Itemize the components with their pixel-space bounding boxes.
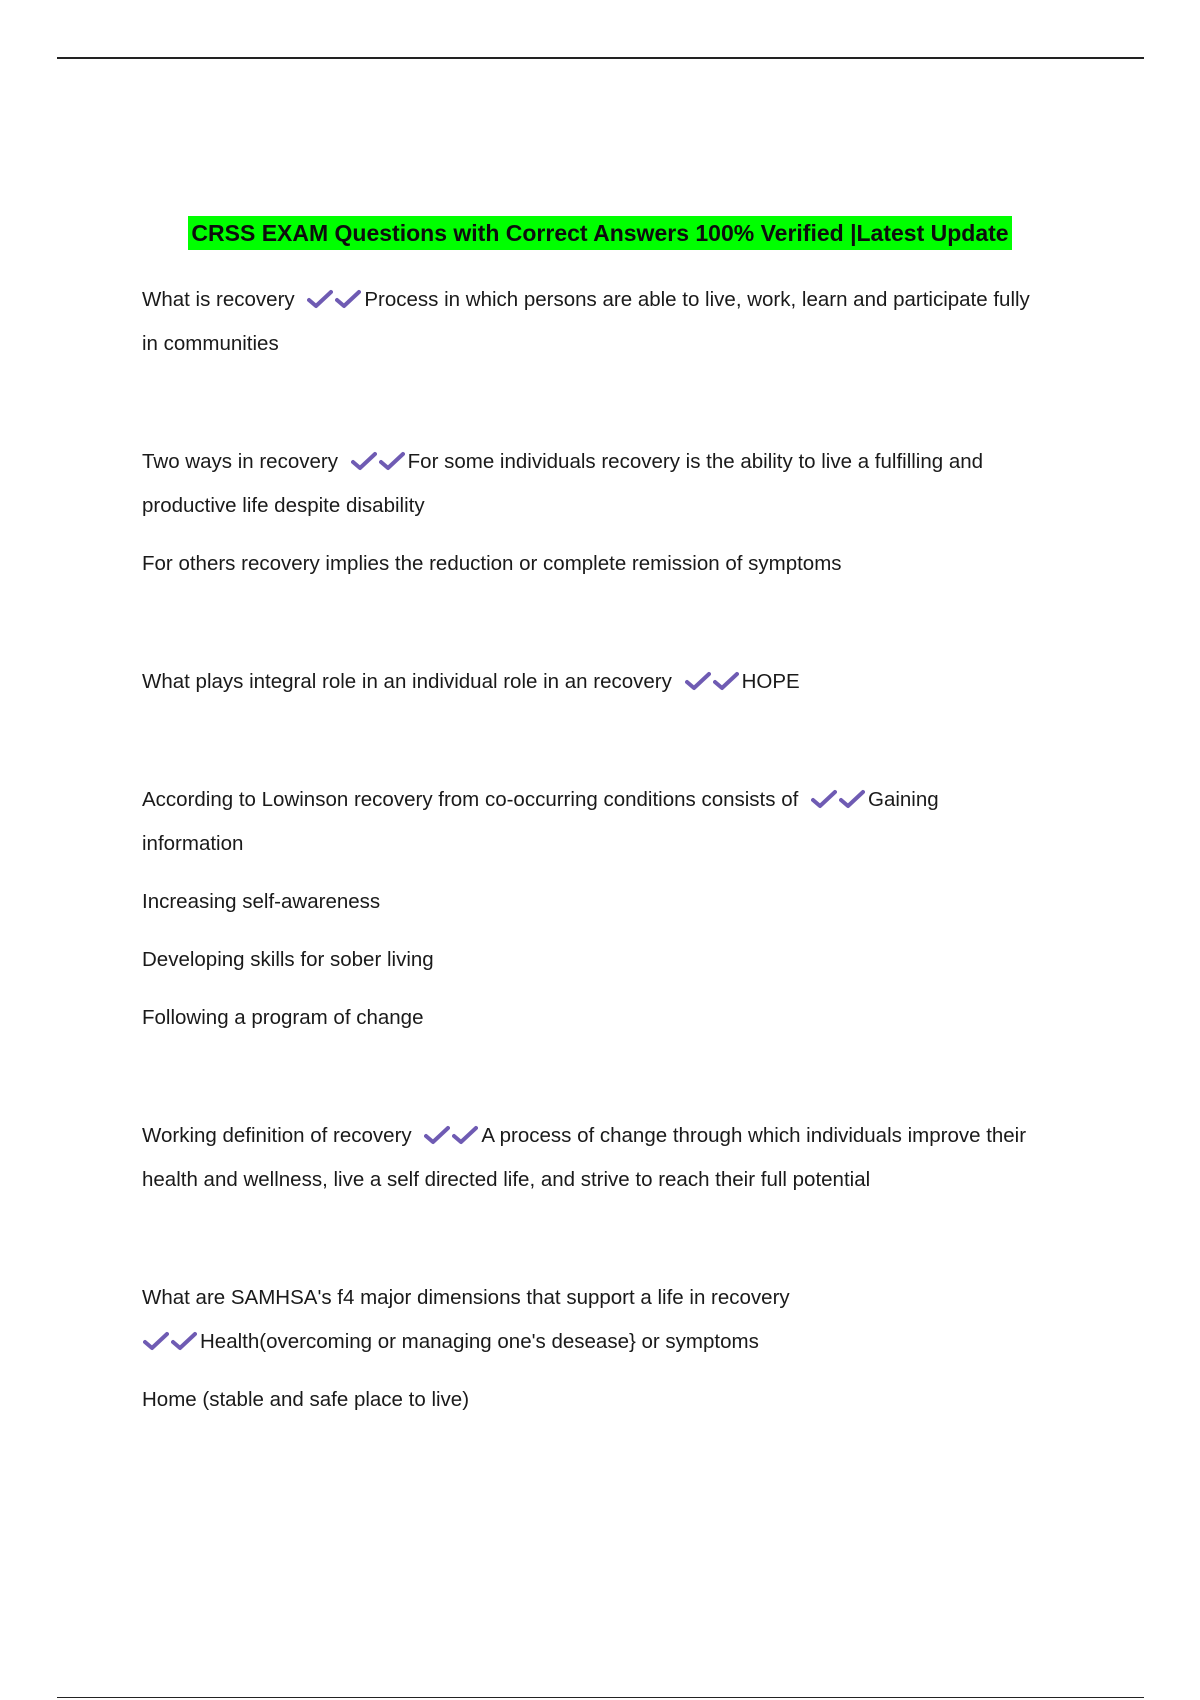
answer-text: Gaining information <box>142 788 939 855</box>
document-title: CRSS EXAM Questions with Correct Answers 100% Verified |Latest Update <box>188 216 1011 250</box>
check-icon <box>452 1125 478 1145</box>
header-rule <box>57 57 1144 59</box>
answer-continuation: Increasing self-awareness <box>142 890 381 913</box>
check-icon <box>335 289 361 309</box>
answer-text: For some individuals recovery is the ability to live a fulfilling and productive life despite disability <box>142 450 984 517</box>
qa-item-1 <box>142 278 1042 366</box>
answer-text: A process of change through which individuals improve their health and wellness, live a self directed life, and strive to reach their full potential <box>142 1124 1027 1191</box>
answer-text: HOPE <box>741 670 800 693</box>
answer-continuation: For others recovery implies the reduction or complete remission of symptoms <box>142 552 842 575</box>
question-text: According to Lowinson recovery from co-occurring conditions consists of <box>142 788 799 811</box>
answer-continuation: Developing skills for sober living <box>142 948 434 971</box>
answer-text: Health(overcoming or managing one's desease} or symptoms <box>200 1330 759 1353</box>
answer-marker <box>423 1114 479 1158</box>
question-text: What plays integral role in an individual role in an recovery <box>142 670 672 693</box>
qa-item-4 <box>142 778 1042 1040</box>
check-icon <box>307 289 333 309</box>
question-text: Working definition of recovery <box>142 1124 412 1147</box>
answer-marker <box>810 778 866 822</box>
answer-marker <box>142 1320 198 1364</box>
check-icon <box>351 451 377 471</box>
qa-item-2 <box>142 440 1042 586</box>
check-icon <box>143 1331 169 1351</box>
check-icon <box>379 451 405 471</box>
check-icon <box>685 671 711 691</box>
title-container <box>0 216 1200 250</box>
qa-item-6 <box>142 1276 1042 1422</box>
check-icon <box>424 1125 450 1145</box>
check-icon <box>839 789 865 809</box>
answer-continuation: Home (stable and safe place to live) <box>142 1388 470 1411</box>
answer-text: Process in which persons are able to live, work, learn and participate fully in communities <box>142 288 1030 355</box>
answer-marker <box>350 440 406 484</box>
check-icon <box>811 789 837 809</box>
question-text: Two ways in recovery <box>142 450 338 473</box>
check-icon <box>713 671 739 691</box>
question-text: What are SAMHSA's f4 major dimensions that support a life in recovery <box>142 1286 790 1309</box>
question-text: What is recovery <box>142 288 295 311</box>
qa-item-3 <box>142 660 1042 704</box>
check-icon <box>171 1331 197 1351</box>
qa-list <box>142 278 1042 1436</box>
answer-continuation: Following a program of change <box>142 1006 424 1029</box>
answer-marker <box>306 278 362 322</box>
answer-marker <box>684 660 740 704</box>
footer-rule <box>57 1697 1144 1698</box>
qa-item-5 <box>142 1114 1042 1202</box>
